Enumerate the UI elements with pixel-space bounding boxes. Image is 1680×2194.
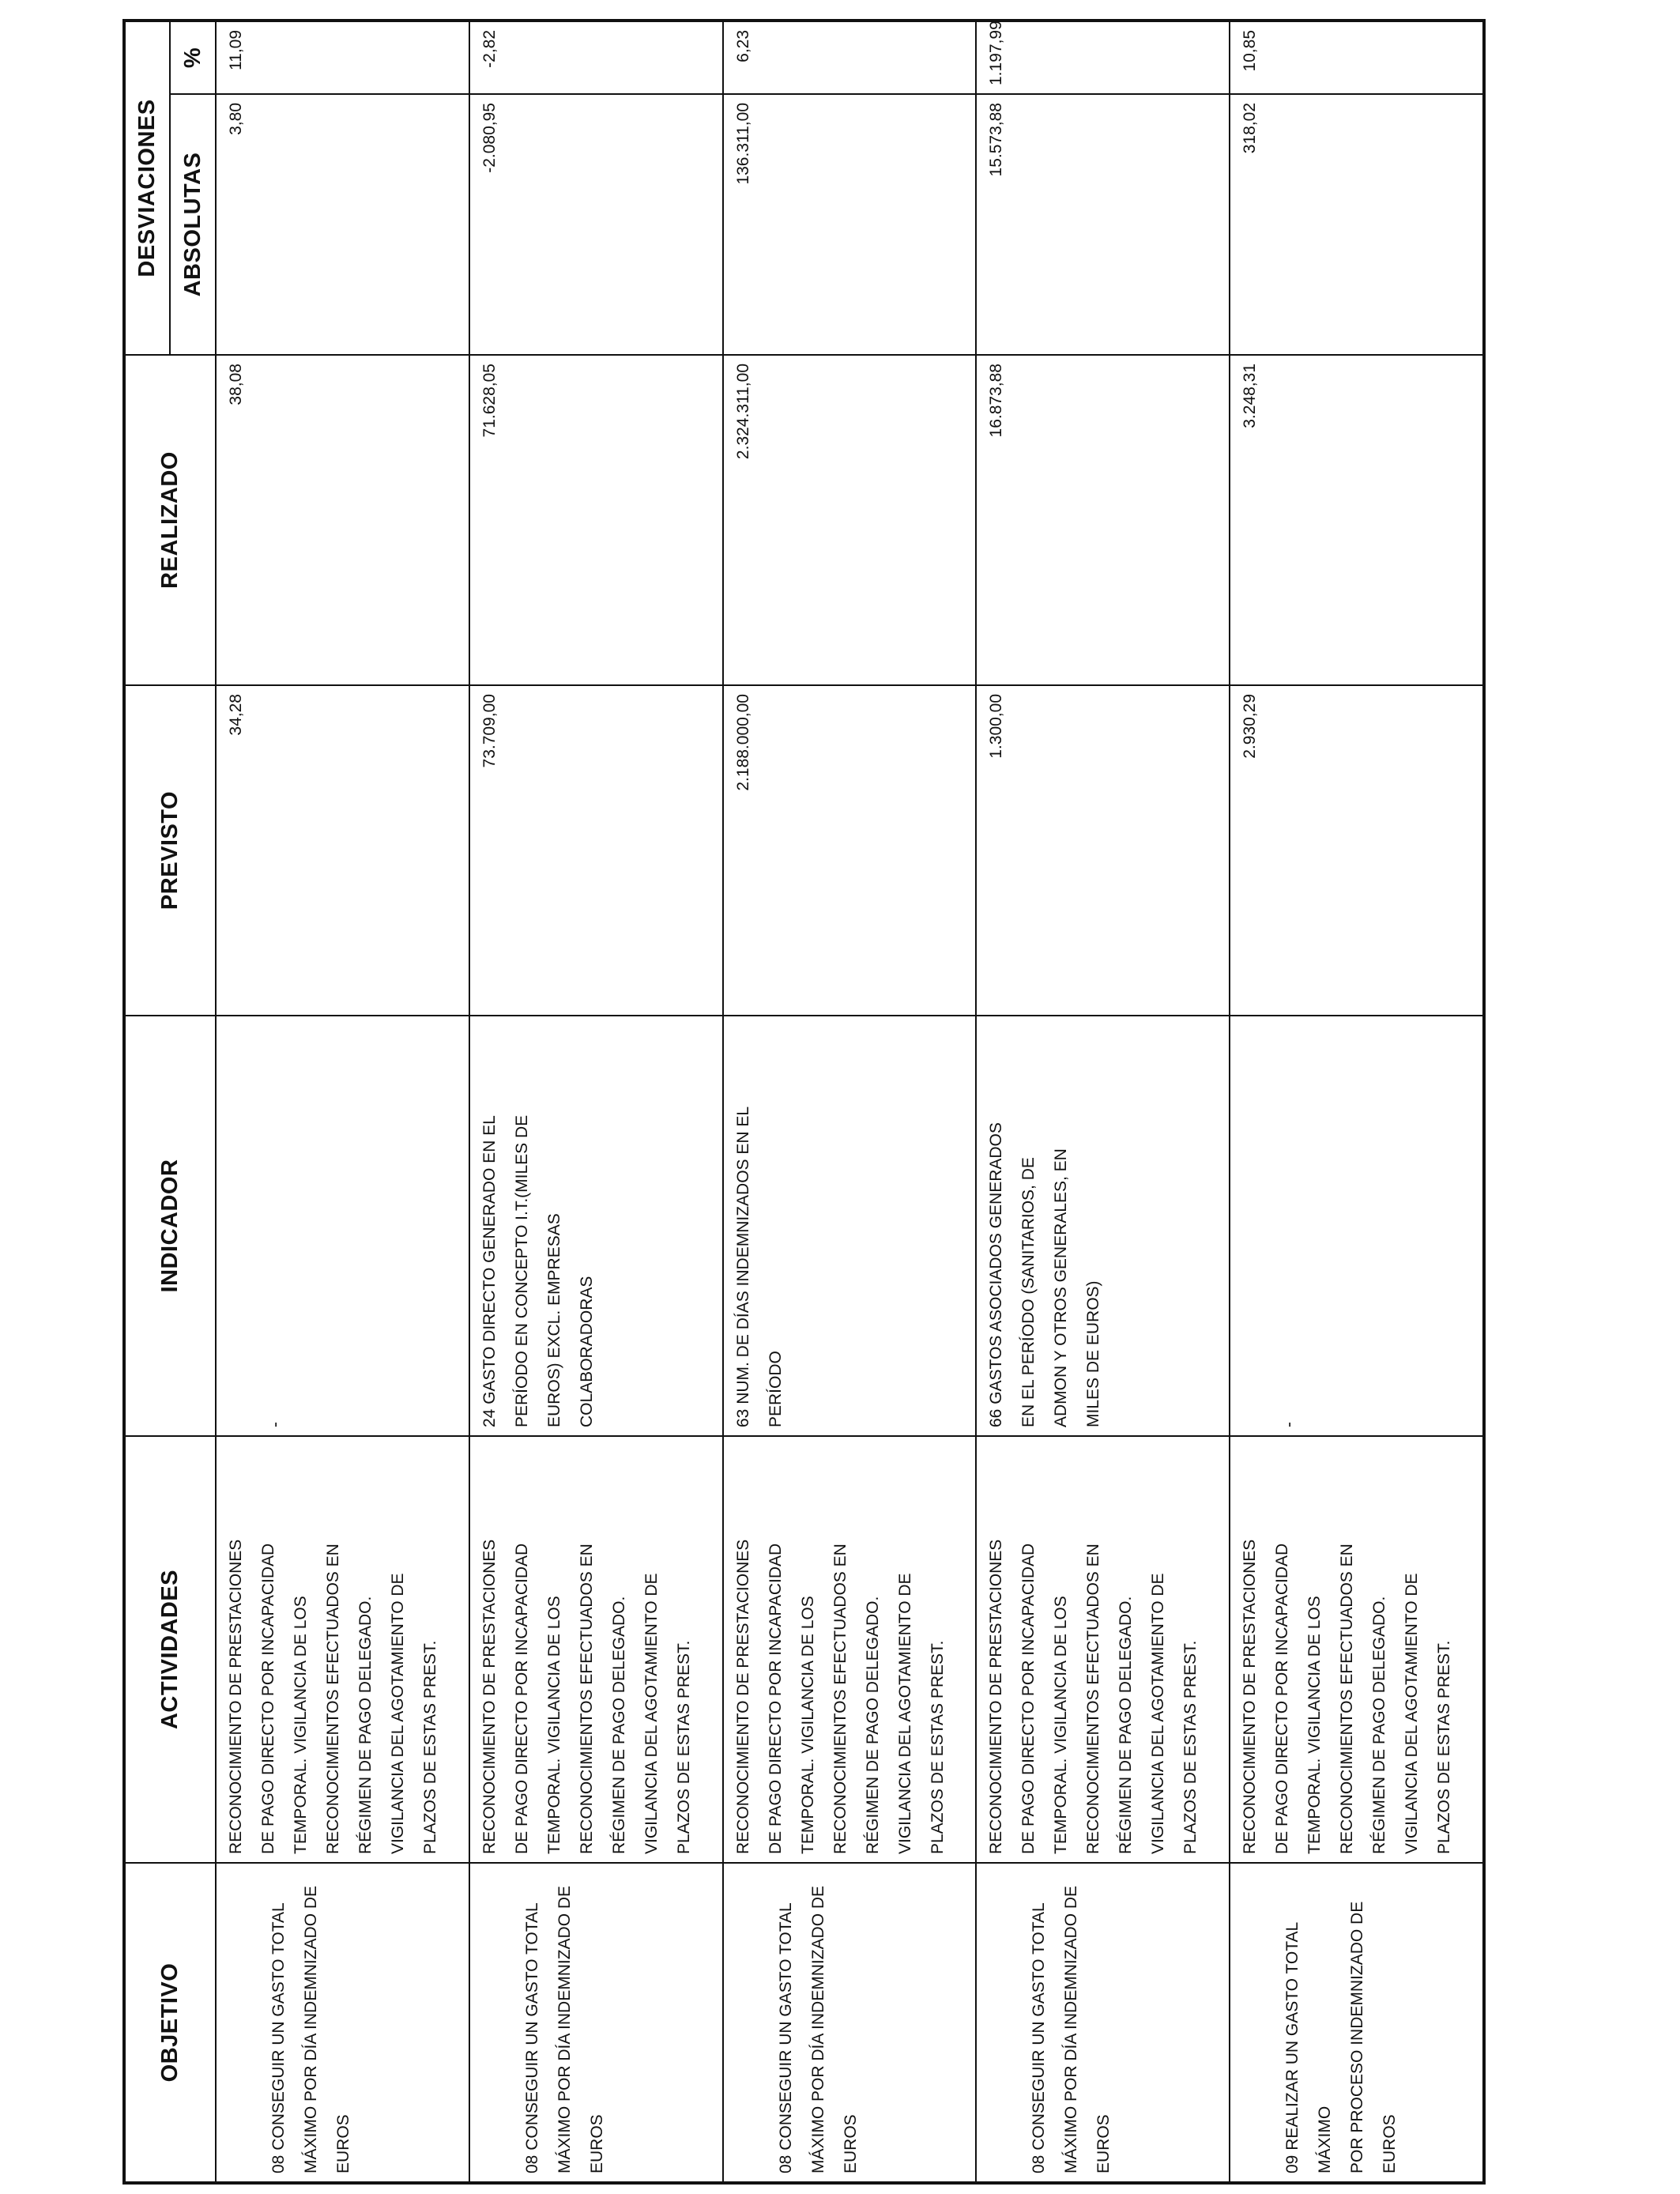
actividades-text: RECONOCIMIENTO DE PRESTACIONES DE PAGO DIRECTO POR INCAPACIDAD TEMPORAL. VIGILANCIA DE LOS RECONOCIMIENTOS EFECTUADOS EN RÉGIMEN DE PAGO DELEGADO. VIGILANCIA DEL AGOTAMIENTO DE PLAZOS DE ESTAS PREST. xyxy=(1241,1539,1454,1854)
realizado-value: 3.248,31 xyxy=(1241,364,1260,428)
table-header xyxy=(124,21,216,2183)
header-row-top xyxy=(124,21,170,2183)
absolutas-value: 318,02 xyxy=(1241,103,1260,154)
indicador-cell xyxy=(216,1016,469,1436)
porcentaje-value: 10,85 xyxy=(1241,29,1260,72)
actividades-cell xyxy=(976,1436,1230,1863)
objetivo-cell xyxy=(976,1863,1230,2183)
absolutas-cell xyxy=(469,94,723,355)
absolutas-cell xyxy=(1230,94,1484,355)
previsto-cell xyxy=(1230,685,1484,1016)
rotated-report-sheet xyxy=(122,22,1486,2185)
porcentaje-value: -2,82 xyxy=(480,29,499,68)
objectives-report-table xyxy=(122,19,1486,2185)
indicador-cell xyxy=(1230,1016,1484,1436)
porcentaje-cell xyxy=(723,21,977,94)
realizado-cell xyxy=(723,355,977,685)
actividades-cell xyxy=(469,1436,723,1863)
previsto-cell xyxy=(216,685,469,1016)
realizado-cell xyxy=(1230,355,1484,685)
actividades-cell xyxy=(723,1436,977,1863)
objetivo-text: 08 CONSEGUIR UN GASTO TOTAL MÁXIMO POR DÍA INDEMNIZADO DE EUROS xyxy=(1030,1885,1113,2173)
absolutas-cell xyxy=(216,94,469,355)
objetivo-text: 08 CONSEGUIR UN GASTO TOTAL MÁXIMO POR DÍA INDEMNIZADO DE EUROS xyxy=(269,1885,352,2173)
realizado-value: 16.873,88 xyxy=(987,364,1006,438)
porcentaje-cell xyxy=(1230,21,1484,94)
header-previsto: PREVISTO xyxy=(124,685,216,1016)
actividades-text: RECONOCIMIENTO DE PRESTACIONES DE PAGO DIRECTO POR INCAPACIDAD TEMPORAL. VIGILANCIA DE LOS RECONOCIMIENTOS EFECTUADOS EN RÉGIMEN DE PAGO DELEGADO. VIGILANCIA DEL AGOTAMIENTO DE PLAZOS DE ESTAS PREST. xyxy=(227,1539,439,1854)
previsto-value: 2.930,29 xyxy=(1241,694,1260,759)
absolutas-cell xyxy=(723,94,977,355)
actividades-cell xyxy=(216,1436,469,1863)
header-indicador: INDICADOR xyxy=(124,1016,216,1436)
header-desviaciones: DESVIACIONES xyxy=(124,21,170,355)
table-body xyxy=(216,21,1484,2183)
absolutas-cell xyxy=(976,94,1230,355)
actividades-cell xyxy=(1230,1436,1484,1863)
indicador-cell xyxy=(976,1016,1230,1436)
indicador-text: 66 GASTOS ASOCIADOS GENERADOS EN EL PERÍODO (SANITARIOS, DE ADMON Y OTROS GENERALES, EN MILES DE EUROS) xyxy=(987,1122,1103,1427)
indicador-text: 24 GASTO DIRECTO GENERADO EN EL PERÍODO EN CONCEPTO I.T.(MILES DE EUROS) EXCL. EMPRESAS COLABORADORAS xyxy=(480,1114,596,1427)
previsto-cell xyxy=(469,685,723,1016)
previsto-value: 1.300,00 xyxy=(987,694,1006,759)
indicador-text: - xyxy=(266,1422,284,1427)
realizado-cell xyxy=(469,355,723,685)
header-porcentaje: % xyxy=(170,21,216,94)
porcentaje-cell xyxy=(469,21,723,94)
objetivo-cell xyxy=(469,1863,723,2183)
objetivo-cell xyxy=(1230,1863,1484,2183)
realizado-value: 2.324.311,00 xyxy=(733,364,752,460)
table-row xyxy=(1230,21,1484,2183)
porcentaje-cell xyxy=(976,21,1230,94)
actividades-text: RECONOCIMIENTO DE PRESTACIONES DE PAGO DIRECTO POR INCAPACIDAD TEMPORAL. VIGILANCIA DE LOS RECONOCIMIENTOS EFECTUADOS EN RÉGIMEN DE PAGO DELEGADO. VIGILANCIA DEL AGOTAMIENTO DE PLAZOS DE ESTAS PREST. xyxy=(733,1539,947,1854)
table-row xyxy=(469,21,723,2183)
realizado-cell xyxy=(216,355,469,685)
absolutas-value: 3,80 xyxy=(227,103,245,135)
objetivo-text: 08 CONSEGUIR UN GASTO TOTAL MÁXIMO POR DÍA INDEMNIZADO DE EUROS xyxy=(776,1885,860,2173)
previsto-cell xyxy=(723,685,977,1016)
table-row xyxy=(723,21,977,2183)
indicador-cell xyxy=(469,1016,723,1436)
porcentaje-value: 6,23 xyxy=(733,29,752,62)
header-objetivo: OBJETIVO xyxy=(124,1863,216,2183)
absolutas-value: 15.573,88 xyxy=(987,103,1006,177)
actividades-text: RECONOCIMIENTO DE PRESTACIONES DE PAGO DIRECTO POR INCAPACIDAD TEMPORAL. VIGILANCIA DE LOS RECONOCIMIENTOS EFECTUADOS EN RÉGIMEN DE PAGO DELEGADO. VIGILANCIA DEL AGOTAMIENTO DE PLAZOS DE ESTAS PREST. xyxy=(480,1539,693,1854)
objetivo-text: 09 REALIZAR UN GASTO TOTAL MÁXIMO POR PROCESO INDEMNIZADO DE EUROS xyxy=(1283,1901,1399,2173)
header-realizado: REALIZADO xyxy=(124,355,216,685)
objetivo-cell xyxy=(216,1863,469,2183)
indicador-text: 63 NUM. DE DÍAS INDEMNIZADOS EN EL PERÍODO xyxy=(733,1106,785,1427)
realizado-cell xyxy=(976,355,1230,685)
absolutas-value: 136.311,00 xyxy=(733,103,752,185)
porcentaje-cell xyxy=(216,21,469,94)
table-row xyxy=(976,21,1230,2183)
indicador-text: - xyxy=(1280,1422,1299,1427)
realizado-value: 38,08 xyxy=(227,364,245,405)
objetivo-text: 08 CONSEGUIR UN GASTO TOTAL MÁXIMO POR DÍA INDEMNIZADO DE EUROS xyxy=(522,1885,606,2173)
absolutas-value: -2.080,95 xyxy=(480,103,499,173)
previsto-value: 34,28 xyxy=(227,694,245,736)
previsto-value: 73.709,00 xyxy=(480,694,499,768)
objetivo-cell xyxy=(723,1863,977,2183)
indicador-cell xyxy=(723,1016,977,1436)
header-actividades: ACTIVIDADES xyxy=(124,1436,216,1863)
previsto-value: 2.188.000,00 xyxy=(733,694,752,791)
porcentaje-value: 11,09 xyxy=(227,29,245,70)
table-row xyxy=(216,21,469,2183)
header-absolutas: ABSOLUTAS xyxy=(170,94,216,355)
porcentaje-value: 1.197,99 xyxy=(987,21,1006,85)
realizado-value: 71.628,05 xyxy=(480,364,499,438)
previsto-cell xyxy=(976,685,1230,1016)
actividades-text: RECONOCIMIENTO DE PRESTACIONES DE PAGO DIRECTO POR INCAPACIDAD TEMPORAL. VIGILANCIA DE LOS RECONOCIMIENTOS EFECTUADOS EN RÉGIMEN DE PAGO DELEGADO. VIGILANCIA DEL AGOTAMIENTO DE PLAZOS DE ESTAS PREST. xyxy=(987,1539,1200,1854)
